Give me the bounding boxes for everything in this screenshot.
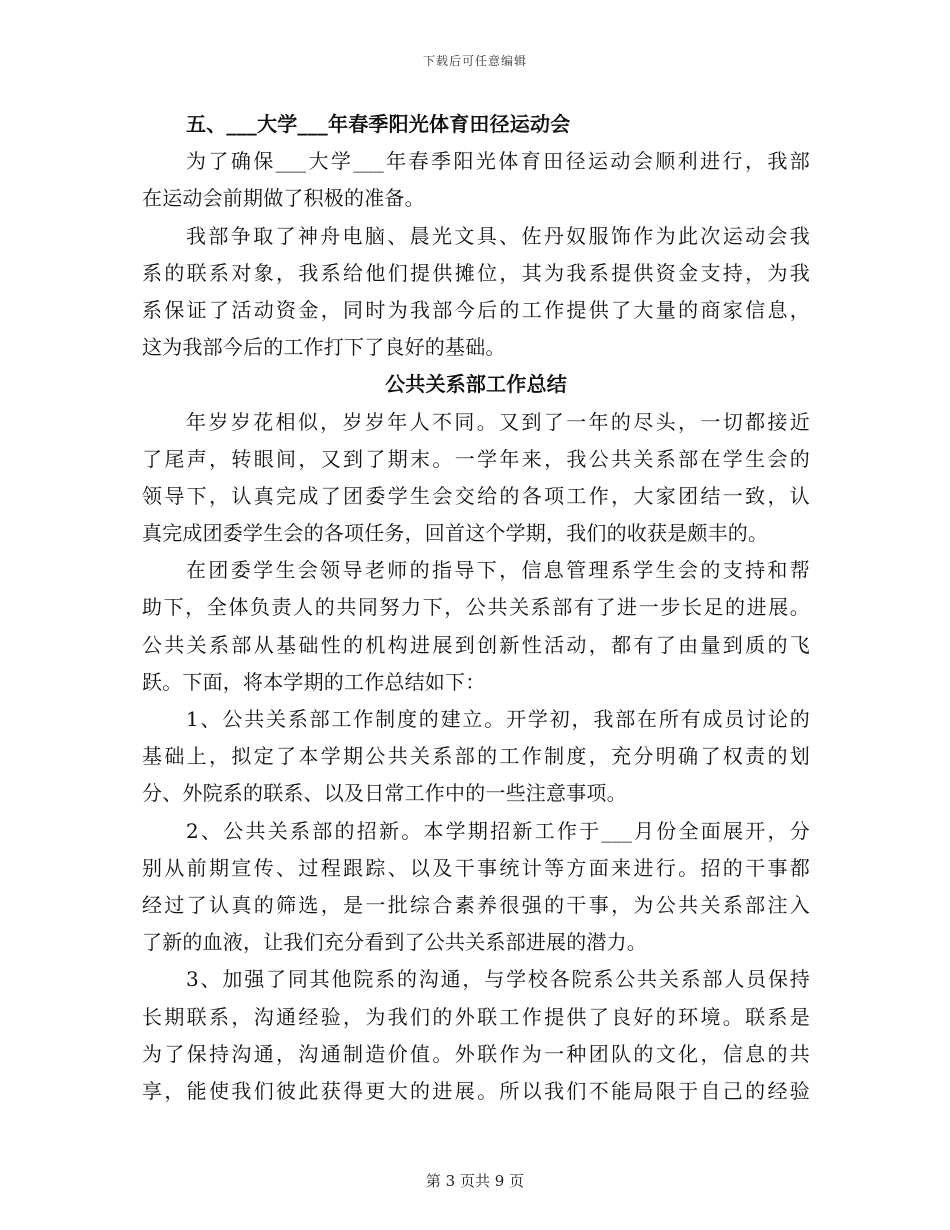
paragraph-line: 在运动会前期做了积极的准备。 [142, 186, 425, 211]
paragraph-line: 我部争取了神舟电脑、晨光文具、佐丹奴服饰作为此次运动会我 [186, 223, 810, 248]
paragraph-line: 享，能使我们彼此获得更大的进展。所以我们不能局限于自己的经验 [142, 1078, 810, 1103]
paragraph-line: 了尾声，转眼间，又到了期末。一学年来，我公共关系部在学生会的 [142, 446, 810, 471]
paragraph-line: 了新的血液，让我们充分看到了公共关系部进展的潜力。 [142, 930, 647, 955]
paragraph-line: 为了确保___大学___年春季阳光体育田径运动会顺利进行，我部 [186, 149, 810, 174]
paragraph-line: 真完成团委学生会的各项任务，回首这个学期，我们的收获是颇丰的。 [142, 521, 769, 546]
paragraph-line: 跃。下面，将本学期的工作总结如下： [142, 669, 486, 694]
paragraph-line: 年岁岁花相似，岁岁年人不同。又到了一年的尽头，一切都接近 [186, 409, 810, 434]
document-body [142, 106, 810, 1110]
paragraph-line: 在团委学生会领导老师的指导下，信息管理系学生会的支持和帮 [186, 558, 810, 583]
paragraph-line: 系的联系对象，我系给他们提供摊位，其为我系提供资金支持，为我 [142, 260, 810, 285]
paragraph-line: 系保证了活动资金，同时为我部今后的工作提供了大量的商家信息， [142, 297, 810, 322]
paragraph-line: 1、公共关系部工作制度的建立。开学初，我部在所有成员讨论的 [186, 707, 810, 731]
paragraph-line: 经过了认真的筛选，是一批综合素养很强的干事，为公共关系部注入 [142, 892, 810, 917]
page-number-footer: 第 3 页共 9 页 [425, 1172, 525, 1190]
paragraph-line: 3、加强了同其他院系的沟通，与学校各院系公共关系部人员保持 [186, 967, 810, 992]
paragraph-line: 别从前期宣传、过程跟踪、以及干事统计等方面来进行。招的干事都 [142, 855, 810, 880]
paragraph-line: 2、公共关系部的招新。本学期招新工作于___月份全面展开，分 [186, 818, 810, 843]
page-header-note: 下载后可任意编辑 [422, 54, 527, 68]
paragraph-line: 这为我部今后的工作打下了良好的基础。 [142, 335, 506, 360]
paragraph-line: 助下，全体负责人的共同努力下，公共关系部有了进一步长足的进展。 [142, 595, 810, 620]
paragraph-line: 分、外院系的联系、以及日常工作中的一些注意事项。 [142, 781, 627, 806]
paragraph-line: 基础上，拟定了本学期公共关系部的工作制度，充分明确了权责的划 [142, 744, 810, 769]
paragraph-line: 领导下，认真完成了团委学生会交给的各项工作，大家团结一致，认 [142, 483, 810, 508]
section-title-pr-summary: 公共关系部工作总结 [385, 372, 567, 397]
section-heading-sports-meet: 五、___大学___年春季阳光体育田径运动会 [186, 112, 571, 136]
paragraph-line: 为了保持沟通，沟通制造价值。外联作为一种团队的文化，信息的共 [142, 1041, 810, 1066]
paragraph-line: 长期联系，沟通经验，为我们的外联工作提供了良好的环境。联系是 [142, 1004, 810, 1029]
paragraph-line: 公共关系部从基础性的机构进展到创新性活动，都有了由量到质的飞 [142, 632, 810, 657]
